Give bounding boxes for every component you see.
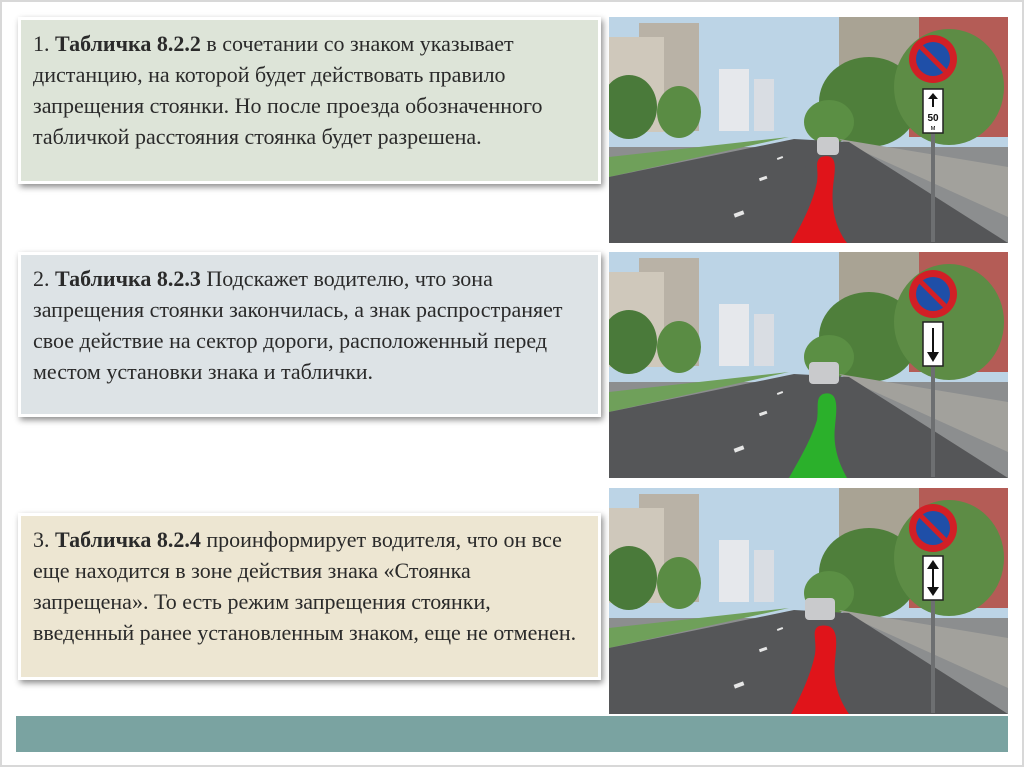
item-description: в сочетании со знаком указывает дистанцию, на которой будет действовать правило запрещения стоянки. Но после проезда обозначенного табличкой расстояния стоянка будет разрешена. — [33, 31, 543, 149]
plate-unit-label: м — [930, 125, 936, 132]
plate-name: Табличка 8.2.2 — [55, 31, 201, 56]
road-scene-1 — [609, 17, 1008, 243]
item-description: проинформирует водителя, что он все еще находится в зоне действия знака «Стоянка запрещена». То есть режим запрещения стоянки, введенный ранее установленным знаком, еще не отменен. — [33, 527, 577, 645]
plate-distance-label: 50 — [927, 113, 939, 124]
plate-name: Табличка 8.2.3 — [55, 266, 201, 291]
road-scene-3 — [609, 488, 1008, 714]
text-block-3 — [18, 513, 601, 680]
item-description: Подскажет водителю, что зона запрещения стоянки закончилась, а знак распространяет свое действие на сектор дороги, расположенный перед местом установки знака и таблички. — [33, 266, 563, 384]
item-number: 1. — [33, 31, 50, 56]
item-number: 2. — [33, 266, 50, 291]
road-scene-2 — [609, 252, 1008, 478]
text-block-2 — [18, 252, 601, 417]
footer-bar — [16, 716, 1008, 752]
text-block-1 — [18, 17, 601, 184]
item-number: 3. — [33, 527, 50, 552]
plate-name: Табличка 8.2.4 — [55, 527, 201, 552]
